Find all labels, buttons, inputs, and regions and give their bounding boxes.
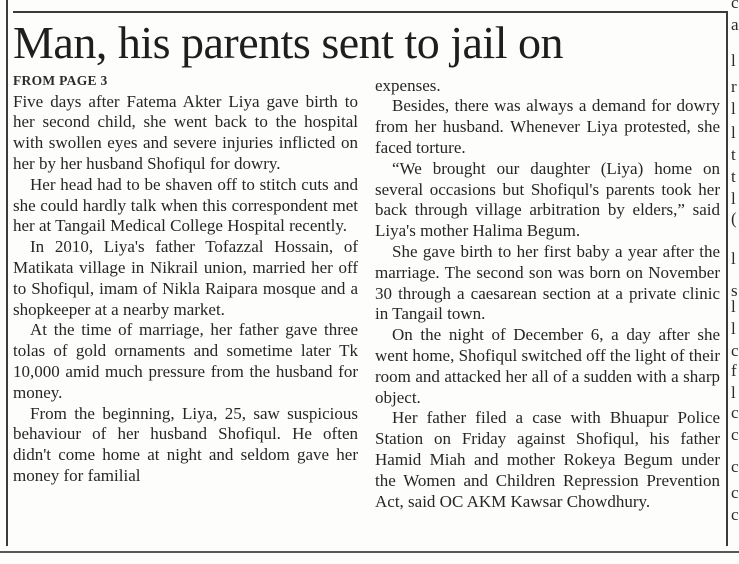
article-paragraph: Her head had to be shaven off to stitch cuts and she could hardly talk when this correspondent met her at Tangail Medical College Hospital recently. xyxy=(13,174,358,236)
article-right-border xyxy=(726,11,728,546)
clipped-letter-fragment: c xyxy=(731,341,739,360)
clipped-letter-fragment: t xyxy=(731,167,736,186)
article-paragraph: Her father filed a case with Bhuapur Police Station on Friday against Shofiqul, his father Hamid Miah and mother Rokeya Begum under the Women and Children Repression Prevention Act, said OC AKM Kawsar Chowdhury. xyxy=(375,408,720,511)
column-left xyxy=(13,73,358,513)
article-headline: Man, his parents sent to jail on xyxy=(13,17,563,68)
article-paragraph: Five days after Fatema Akter Liya gave birth to her second child, she went back to the hospital with swollen eyes and severe injuries inflicted on her by her husband Shofiqul for dowry. xyxy=(13,91,358,173)
article-paragraph: expenses. xyxy=(375,75,441,95)
article-paragraph: “We brought our daughter (Liya) home on several occasions but Shofiqul's parents took her back through village arbitration by elders,” said Liya's mother Halima Begum. xyxy=(375,158,720,241)
clipped-letter-fragment: l xyxy=(731,297,736,316)
clipped-letter-fragment: f xyxy=(731,361,737,380)
clipped-letter-fragment: c xyxy=(731,457,739,476)
clipped-letter-fragment: c xyxy=(731,505,739,524)
clipped-letter-fragment: ( xyxy=(731,209,737,228)
clipped-letter-fragment: l xyxy=(731,99,736,118)
from-page-label: FROM PAGE 3 xyxy=(13,72,108,88)
column-right xyxy=(375,73,720,513)
article-paragraph: In 2010, Liya's father Tofazzal Hossain, of Matikata village in Nikrail union, married her off to Shofiqul, imam of Nikla Raipara mosque and a shopkeeper at a nearby market. xyxy=(13,237,358,319)
clipped-letter-fragment: r xyxy=(731,77,737,96)
article-paragraph: Besides, there was always a demand for dowry from her husband. Whenever Liya protested, she faced torture. xyxy=(375,96,720,157)
clipped-letter-fragment: l xyxy=(731,319,736,338)
article-paragraph: At the time of marriage, her father gave three tolas of gold ornaments and sometime later Tk 10,000 amid much pressure from the husband for money. xyxy=(13,320,358,402)
clipped-letter-fragment: l xyxy=(731,249,736,268)
clipped-letter-fragment: c xyxy=(731,403,739,422)
page-bottom-rule xyxy=(0,551,739,553)
clipped-letter-fragment: c xyxy=(731,0,739,12)
clipped-letter-fragment: c xyxy=(731,483,739,502)
article-paragraph: She gave birth to her first baby a year after the marriage. The second son was born on November 30 through a caesarean section at a private clinic in Tangail town. xyxy=(375,241,720,324)
article-columns xyxy=(13,73,720,513)
article-paragraph: On the night of December 6, a day after she went home, Shofiqul switched off the light of their room and attacked her all of a sudden with a sharp object. xyxy=(375,325,720,407)
adjacent-column-clipped-text xyxy=(730,0,739,548)
clipped-letter-fragment: c xyxy=(731,425,739,444)
headline-top-rule xyxy=(13,11,727,13)
clipped-letter-fragment: l xyxy=(731,51,736,70)
newspaper-article xyxy=(13,14,720,512)
clipped-letter-fragment: a xyxy=(731,15,739,34)
article-paragraph: From the beginning, Liya, 25, saw suspicious behaviour of her husband Shofiqul. He often didn't come home at night and seldom gave her money for familial xyxy=(13,403,358,485)
right-paragraphs xyxy=(375,76,720,513)
clipped-letter-fragment: l xyxy=(731,189,736,208)
clipped-letter-fragment: t xyxy=(731,145,736,164)
article-left-border xyxy=(6,0,8,546)
clipped-letter-fragment: s xyxy=(731,281,738,300)
clipped-letter-fragment: l xyxy=(731,123,736,142)
clipped-letter-fragment: l xyxy=(731,383,736,402)
left-paragraphs xyxy=(13,92,358,487)
